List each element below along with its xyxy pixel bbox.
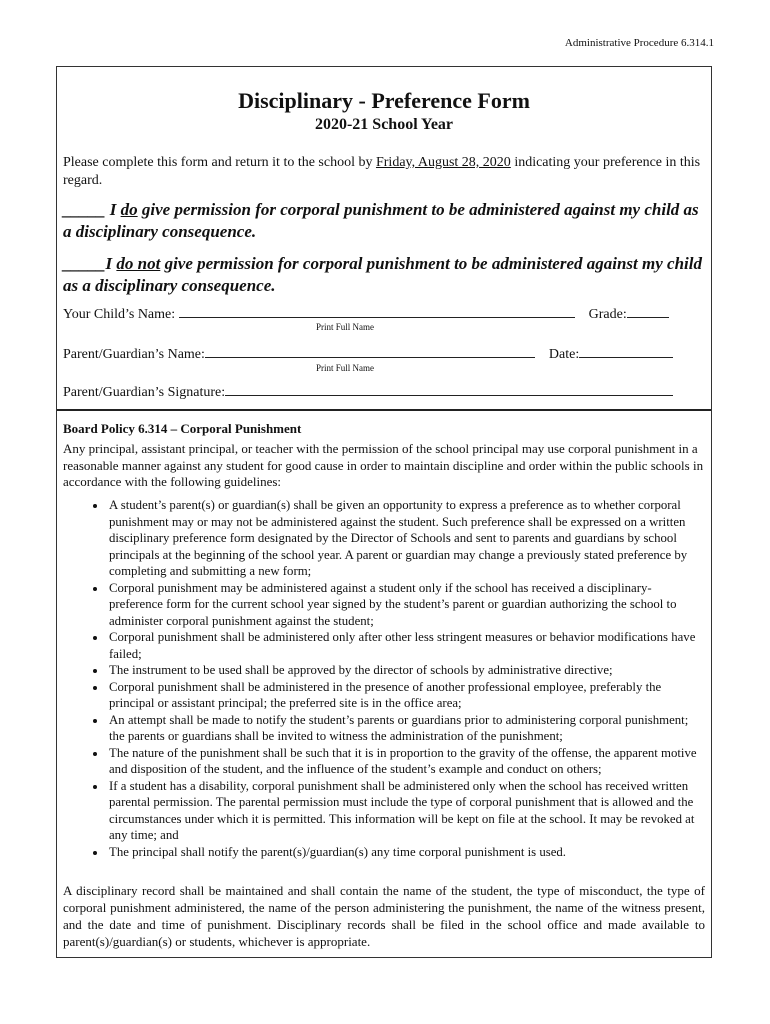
choice-text: give permission for corporal punishment to be administered against my child as a disciplinary consequence. xyxy=(63,254,702,295)
policy-title: Board Policy 6.314 – Corporal Punishment xyxy=(63,421,302,436)
choice-keyword: do not xyxy=(116,254,161,273)
guideline-item: • The instrument to be used shall be approved by the director of schools by administrative directive; xyxy=(107,662,705,679)
choice-blank[interactable]: _____I xyxy=(63,254,117,273)
policy-intro: Any principal, assistant principal, or teacher with the permission of the school principal may use corporal punishment in a reasonable manner against any student for good cause in order to maintain discipline and order within the public schools in accordance with the following guidelines: xyxy=(63,441,704,489)
choice-blank[interactable]: _____ I xyxy=(63,200,121,219)
form-title: Disciplinary - Preference Form xyxy=(238,88,530,113)
print-full-name-hint: Print Full Name xyxy=(316,322,374,332)
due-date: Friday, August 28, 2020 xyxy=(375,155,511,170)
guideline-item: • Corporal punishment shall be administered in the presence of another professional employee, preferably the principal or assistant principal; the preferred site is in the office area; xyxy=(107,679,705,712)
form-frame xyxy=(56,66,712,958)
instructions xyxy=(63,154,705,190)
guideline-item: • Corporal punishment may be administered against a student only if the school has received a disciplinary-preference form for the current school year signed by the student’s parent or guardian authorizing the school to administer corporal punishment against the student; xyxy=(107,580,705,630)
guideline-item: • Corporal punishment shall be administered only after other less stringent measures or behavior modifications have failed; xyxy=(107,629,705,662)
child-name-label: Your Child’s Name: xyxy=(63,307,176,322)
signature-field[interactable] xyxy=(225,383,673,396)
instructions-text-end: indicating your preference in this regard. xyxy=(63,155,701,188)
guideline-item: • An attempt shall be made to notify the student’s parents or guardians prior to administering corporal punishment; the parents or guardians shall be invited to witness the administration of the punishment; xyxy=(107,712,705,745)
child-name-field[interactable] xyxy=(179,305,575,318)
instructions-text: Please complete this form and return it to the school by xyxy=(63,155,376,170)
grade-label: Grade: xyxy=(588,307,627,322)
guideline-item: • A student’s parent(s) or guardian(s) shall be given an opportunity to express a preference as to whether corporal punishment may or may not be administered against the student. Such preference shall be expressed on a written disciplinary preference form designated by the Director of Schools and sent to parents and guardians by school principals at the beginning of the school year. A parent or guardian may change a previously stated preference by completing and submitting a new form; xyxy=(107,497,705,580)
child-name-row xyxy=(63,305,705,323)
grade-field[interactable] xyxy=(627,305,669,318)
choice-deny-permission[interactable] xyxy=(63,253,705,297)
procedure-number: Administrative Procedure 6.314.1 xyxy=(564,37,714,49)
date-field[interactable] xyxy=(579,345,673,358)
choice-keyword: do xyxy=(120,200,138,219)
date-label: Date: xyxy=(548,347,580,362)
choice-text: give permission for corporal punishment to be administered against my child as a disciplinary consequence. xyxy=(63,200,699,241)
guardian-name-label: Parent/Guardian’s Name: xyxy=(63,347,205,362)
guideline-item: • If a student has a disability, corporal punishment shall be administered only when the school has received written parental permission. The parental permission must include the type of corporal punishment that is allowed and the circumstances under which it is permitted. This information will be kept on file at the school. It may be revoked at any time; and xyxy=(107,778,705,844)
disciplinary-record-note: A disciplinary record shall be maintained and shall contain the name of the student, the type of misconduct, the type of corporal punishment administered, the name of the person administering the punishment, the name of the witness present, and the date and time of punishment. Disciplinary records shall be filed in the school office and made available to parent(s)/guardian(s) or students, whichever is appropriate. xyxy=(63,883,705,949)
form-subtitle: 2020-21 School Year xyxy=(314,116,454,133)
section-divider xyxy=(57,409,711,411)
guideline-item: • The nature of the punishment shall be such that it is in proportion to the gravity of the offense, the apparent motive and disposition of the student, and the influence of the student’s example and conduct on others; xyxy=(107,745,705,778)
guideline-item: • The principal shall notify the parent(s)/guardian(s) any time corporal punishment is used. xyxy=(107,844,705,861)
guardian-name-field[interactable] xyxy=(205,345,535,358)
signature-row xyxy=(63,383,705,401)
print-full-name-hint: Print Full Name xyxy=(316,363,374,373)
signature-label: Parent/Guardian’s Signature: xyxy=(63,385,226,400)
guidelines-list xyxy=(63,497,705,860)
guardian-name-row xyxy=(63,345,705,363)
choice-give-permission[interactable] xyxy=(63,199,705,243)
